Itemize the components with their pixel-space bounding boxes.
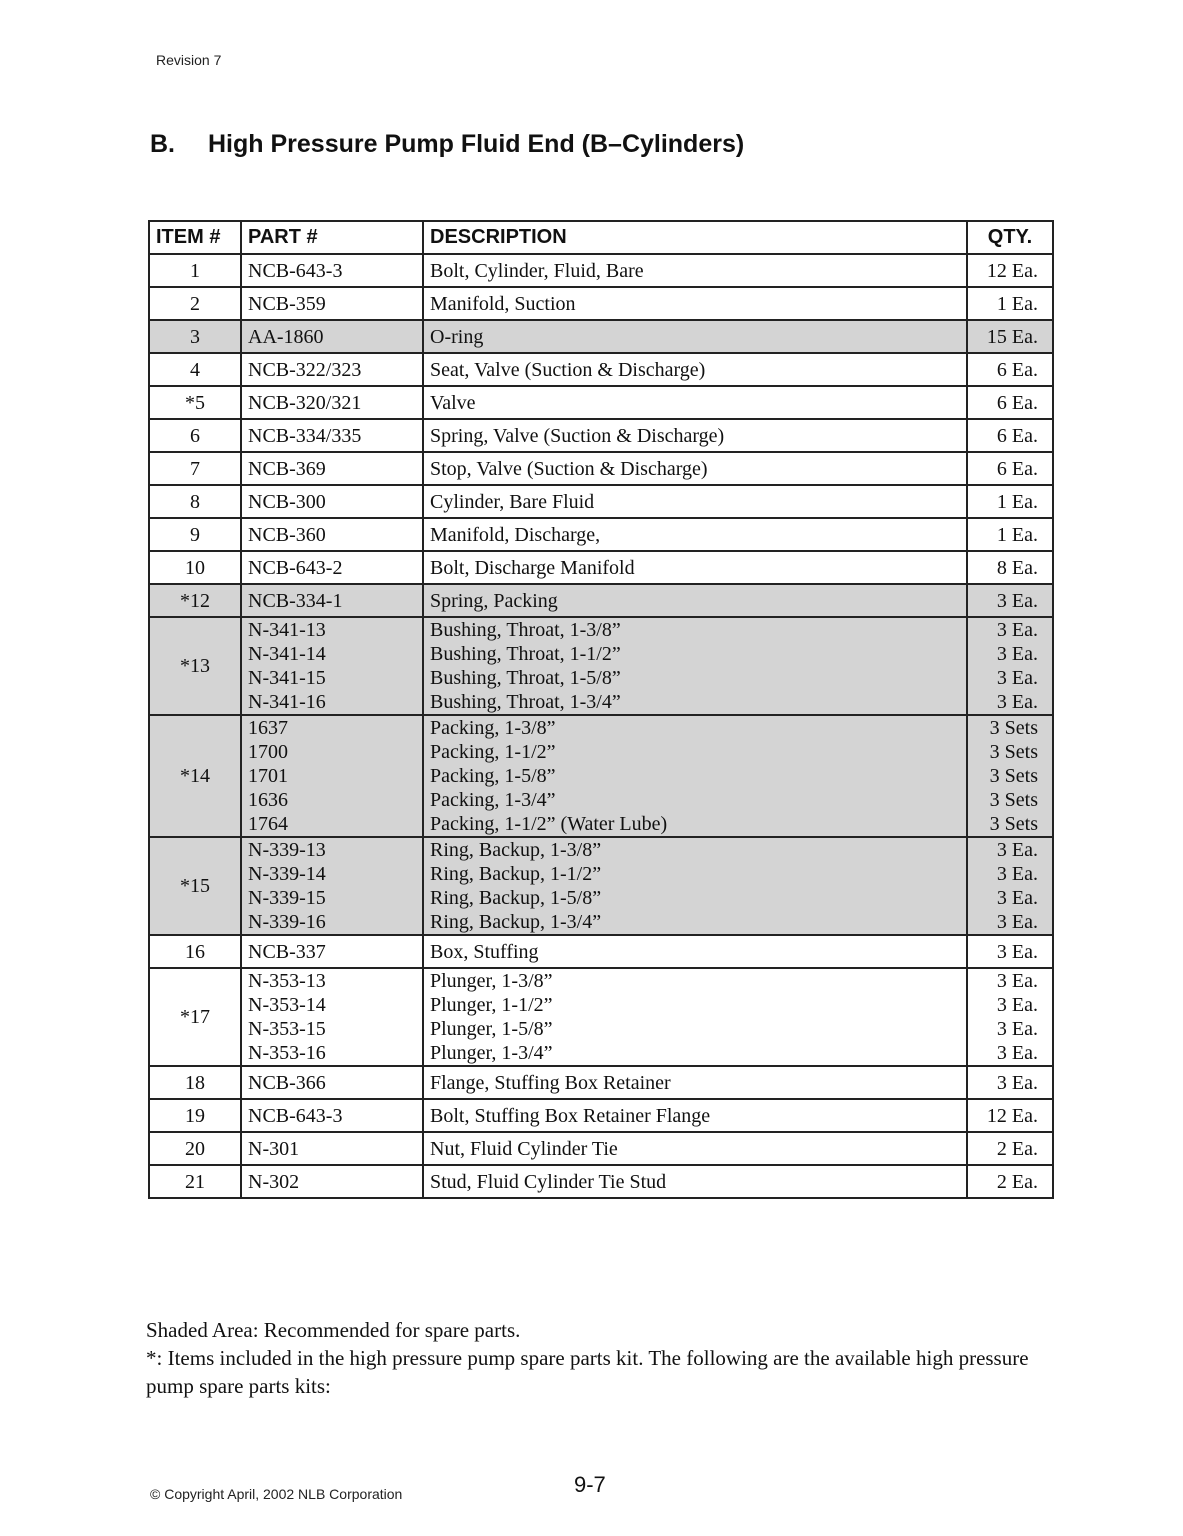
table-row [149, 320, 1053, 353]
description-line: Stud, Fluid Cylinder Tie Stud [430, 1170, 667, 1193]
quantity-cell [967, 419, 1053, 452]
description-cell [423, 1132, 967, 1165]
description-cell [423, 1066, 967, 1099]
part-number-cell [241, 968, 423, 1066]
description-cell [423, 518, 967, 551]
quantity-cell [967, 1099, 1053, 1132]
description-cell [423, 715, 967, 837]
table-row [149, 485, 1053, 518]
description-line: Nut, Fluid Cylinder Tie [430, 1137, 618, 1160]
table-row [149, 1066, 1053, 1099]
part-number-cell [241, 1099, 423, 1132]
description-cell [423, 485, 967, 518]
part-number-line: 1701 [248, 765, 288, 787]
table-row [149, 353, 1053, 386]
part-number-line: N-339-14 [248, 863, 326, 885]
description-line: Ring, Backup, 1-5/8” [430, 887, 602, 909]
table-row [149, 551, 1053, 584]
item-number-cell: *13 [149, 617, 241, 715]
quantity-line: 3 Ea. [996, 691, 1038, 713]
description-line: Plunger, 1-1/2” [430, 994, 553, 1016]
description-line: Packing, 1-3/4” [430, 789, 556, 811]
part-number-line: NCB-643-3 [248, 259, 343, 282]
item-number-cell: *12 [149, 584, 241, 617]
description-line: Packing, 1-3/8” [430, 717, 556, 739]
description-cell [423, 353, 967, 386]
table-row [149, 287, 1053, 320]
item-number-cell: *17 [149, 968, 241, 1066]
quantity-line: 3 Ea. [996, 911, 1038, 933]
description-line: Plunger, 1-5/8” [430, 1018, 553, 1040]
asterisk-note: *: Items included in the high pressure pump spare parts kit. The following are the available high pressure pump spare parts kits: [146, 1346, 1029, 1398]
part-number-line: N-302 [248, 1170, 300, 1193]
table-row [149, 1099, 1053, 1132]
section-title [150, 130, 744, 159]
table-row [149, 452, 1053, 485]
part-number-line: NCB-369 [248, 457, 326, 480]
qty-column-header: QTY. [967, 221, 1053, 254]
section-letter: B. [150, 130, 175, 158]
description-cell [423, 419, 967, 452]
quantity-cell [967, 287, 1053, 320]
description-line: Plunger, 1-3/4” [430, 1042, 553, 1064]
quantity-cell [967, 715, 1053, 837]
quantity-line: 3 Ea. [996, 589, 1038, 612]
part-number-line: N-341-13 [248, 619, 326, 641]
description-line: Packing, 1-5/8” [430, 765, 556, 787]
shaded-area-note: Shaded Area: Recommended for spare parts. [146, 1318, 521, 1342]
parts-table-body [149, 254, 1053, 1198]
quantity-line: 6 Ea. [996, 424, 1038, 447]
description-cell [423, 935, 967, 968]
item-number-cell: 20 [149, 1132, 241, 1165]
description-line: Flange, Stuffing Box Retainer [430, 1071, 671, 1094]
description-line: Plunger, 1-3/8” [430, 970, 553, 992]
part-number-line: N-301 [248, 1137, 300, 1160]
quantity-line: 6 Ea. [996, 358, 1038, 381]
item-column-header: ITEM # [149, 221, 241, 254]
quantity-line: 3 Ea. [996, 863, 1038, 885]
part-number-line: NCB-366 [248, 1071, 326, 1094]
item-number-cell: 4 [149, 353, 241, 386]
quantity-line: 3 Ea. [996, 839, 1038, 861]
quantity-line: 3 Ea. [996, 1018, 1038, 1040]
quantity-cell [967, 386, 1053, 419]
description-cell [423, 617, 967, 715]
part-number-line: N-341-15 [248, 667, 326, 689]
quantity-line: 12 Ea. [986, 1104, 1038, 1127]
item-number-cell: 18 [149, 1066, 241, 1099]
part-number-line: 1764 [248, 813, 288, 835]
description-cell [423, 287, 967, 320]
part-number-line: NCB-337 [248, 940, 326, 963]
description-line: Manifold, Discharge, [430, 523, 601, 546]
quantity-line: 15 Ea. [986, 325, 1038, 348]
quantity-line: 3 Ea. [996, 887, 1038, 909]
description-line: Bolt, Stuffing Box Retainer Flange [430, 1104, 711, 1127]
part-number-line: N-353-15 [248, 1018, 326, 1040]
item-number-cell: 3 [149, 320, 241, 353]
part-number-cell [241, 518, 423, 551]
part-number-cell [241, 1132, 423, 1165]
description-line: Seat, Valve (Suction & Discharge) [430, 358, 706, 381]
quantity-cell [967, 518, 1053, 551]
part-number-cell [241, 287, 423, 320]
description-line: Box, Stuffing [430, 940, 539, 963]
part-number-line: NCB-360 [248, 523, 326, 546]
description-line: Cylinder, Bare Fluid [430, 490, 595, 513]
item-number-cell: 1 [149, 254, 241, 287]
description-cell [423, 320, 967, 353]
part-number-line: NCB-320/321 [248, 391, 362, 414]
quantity-cell [967, 617, 1053, 715]
part-number-cell [241, 353, 423, 386]
part-number-line: N-353-13 [248, 970, 326, 992]
quantity-line: 2 Ea. [996, 1170, 1038, 1193]
part-number-cell [241, 1066, 423, 1099]
parts-table [148, 220, 1054, 1199]
part-number-line: N-341-14 [248, 643, 326, 665]
part-number-line: NCB-300 [248, 490, 326, 513]
description-line: Ring, Backup, 1-1/2” [430, 863, 602, 885]
part-number-cell [241, 935, 423, 968]
description-line: Packing, 1-1/2” [430, 741, 556, 763]
section-title-text: High Pressure Pump Fluid End (B–Cylinders) [208, 130, 745, 158]
quantity-cell [967, 353, 1053, 386]
quantity-cell [967, 935, 1053, 968]
table-row [149, 518, 1053, 551]
description-line: Ring, Backup, 1-3/4” [430, 911, 602, 933]
description-line: Bolt, Cylinder, Fluid, Bare [430, 259, 644, 282]
description-line: Ring, Backup, 1-3/8” [430, 839, 602, 861]
quantity-cell [967, 968, 1053, 1066]
quantity-cell [967, 1165, 1053, 1198]
quantity-line: 3 Ea. [996, 1042, 1038, 1064]
item-number-cell: 9 [149, 518, 241, 551]
item-number-cell: 16 [149, 935, 241, 968]
description-line: Bushing, Throat, 1-5/8” [430, 667, 621, 689]
part-number-cell [241, 617, 423, 715]
description-line: Bolt, Discharge Manifold [430, 556, 635, 579]
part-number-cell [241, 254, 423, 287]
description-line: Bushing, Throat, 1-3/8” [430, 619, 621, 641]
part-number-line: NCB-334-1 [248, 589, 343, 612]
part-number-cell [241, 584, 423, 617]
item-number-cell: 21 [149, 1165, 241, 1198]
description-line: Manifold, Suction [430, 292, 576, 315]
quantity-line: 3 Sets [989, 717, 1038, 739]
copyright-footer: © Copyright April, 2002 NLB Corporation [150, 1486, 403, 1502]
quantity-cell [967, 452, 1053, 485]
part-number-cell [241, 320, 423, 353]
quantity-line: 3 Sets [989, 765, 1038, 787]
item-number-cell: *14 [149, 715, 241, 837]
table-row [149, 584, 1053, 617]
quantity-cell [967, 837, 1053, 935]
table-row [149, 715, 1053, 837]
description-cell [423, 584, 967, 617]
quantity-line: 3 Sets [989, 789, 1038, 811]
quantity-line: 8 Ea. [996, 556, 1038, 579]
part-number-cell [241, 452, 423, 485]
table-row [149, 935, 1053, 968]
table-row [149, 1165, 1053, 1198]
part-number-line: NCB-643-2 [248, 556, 343, 579]
quantity-cell [967, 320, 1053, 353]
part-number-line: NCB-334/335 [248, 424, 362, 447]
quantity-cell [967, 254, 1053, 287]
description-line: Spring, Valve (Suction & Discharge) [430, 424, 725, 447]
quantity-line: 3 Ea. [996, 667, 1038, 689]
quantity-line: 3 Ea. [996, 619, 1038, 641]
item-number-cell: *5 [149, 386, 241, 419]
quantity-line: 3 Ea. [996, 940, 1038, 963]
part-number-line: N-353-14 [248, 994, 326, 1016]
page-number: 9-7 [574, 1472, 606, 1497]
part-number-line: N-339-13 [248, 839, 326, 861]
quantity-line: 3 Sets [989, 741, 1038, 763]
quantity-cell [967, 485, 1053, 518]
description-line: Bushing, Throat, 1-1/2” [430, 643, 621, 665]
part-number-line: N-353-16 [248, 1042, 326, 1064]
quantity-line: 3 Ea. [996, 970, 1038, 992]
part-number-cell [241, 551, 423, 584]
part-number-line: NCB-643-3 [248, 1104, 343, 1127]
description-line: Valve [430, 391, 476, 414]
description-line: O-ring [430, 325, 484, 348]
part-number-line: N-341-16 [248, 691, 326, 713]
part-number-cell [241, 485, 423, 518]
description-cell [423, 1165, 967, 1198]
part-number-line: N-339-15 [248, 887, 326, 909]
quantity-line: 3 Ea. [996, 643, 1038, 665]
description-cell [423, 452, 967, 485]
quantity-line: 1 Ea. [996, 490, 1038, 513]
table-row [149, 386, 1053, 419]
quantity-line: 3 Ea. [996, 1071, 1038, 1094]
description-column-header: DESCRIPTION [423, 221, 967, 254]
quantity-line: 3 Ea. [996, 994, 1038, 1016]
item-number-cell: 8 [149, 485, 241, 518]
part-number-line: 1637 [248, 717, 288, 739]
part-number-cell [241, 1165, 423, 1198]
revision-label: Revision 7 [156, 52, 222, 68]
part-number-line: 1636 [248, 789, 288, 811]
item-number-cell: 10 [149, 551, 241, 584]
description-line: Spring, Packing [430, 589, 558, 612]
part-number-line: NCB-359 [248, 292, 326, 315]
part-number-cell [241, 419, 423, 452]
table-row [149, 1132, 1053, 1165]
table-row [149, 968, 1053, 1066]
item-number-cell: 6 [149, 419, 241, 452]
description-line: Packing, 1-1/2” (Water Lube) [430, 813, 668, 835]
description-cell [423, 1099, 967, 1132]
item-number-cell: 7 [149, 452, 241, 485]
part-number-line: 1700 [248, 741, 288, 763]
quantity-line: 1 Ea. [996, 292, 1038, 315]
quantity-cell [967, 1066, 1053, 1099]
quantity-line: 6 Ea. [996, 457, 1038, 480]
notes [146, 1316, 1046, 1400]
quantity-line: 1 Ea. [996, 523, 1038, 546]
quantity-line: 12 Ea. [986, 259, 1038, 282]
description-cell [423, 968, 967, 1066]
part-number-line: AA-1860 [248, 325, 324, 348]
table-row [149, 419, 1053, 452]
description-cell [423, 837, 967, 935]
table-row [149, 254, 1053, 287]
quantity-line: 2 Ea. [996, 1137, 1038, 1160]
quantity-cell [967, 551, 1053, 584]
item-number-cell: 19 [149, 1099, 241, 1132]
part-number-line: NCB-322/323 [248, 358, 362, 381]
part-column-header: PART # [241, 221, 423, 254]
description-line: Bushing, Throat, 1-3/4” [430, 691, 621, 713]
table-row [149, 617, 1053, 715]
part-number-line: N-339-16 [248, 911, 326, 933]
part-number-cell [241, 386, 423, 419]
part-number-cell [241, 715, 423, 837]
item-number-cell: *15 [149, 837, 241, 935]
part-number-cell [241, 837, 423, 935]
description-cell [423, 386, 967, 419]
quantity-cell [967, 1132, 1053, 1165]
quantity-line: 3 Sets [989, 813, 1038, 835]
description-cell [423, 254, 967, 287]
description-cell [423, 551, 967, 584]
quantity-cell [967, 584, 1053, 617]
table-header-row [149, 221, 1053, 254]
item-number-cell: 2 [149, 287, 241, 320]
description-line: Stop, Valve (Suction & Discharge) [430, 457, 708, 480]
table-row [149, 837, 1053, 935]
quantity-line: 6 Ea. [996, 391, 1038, 414]
